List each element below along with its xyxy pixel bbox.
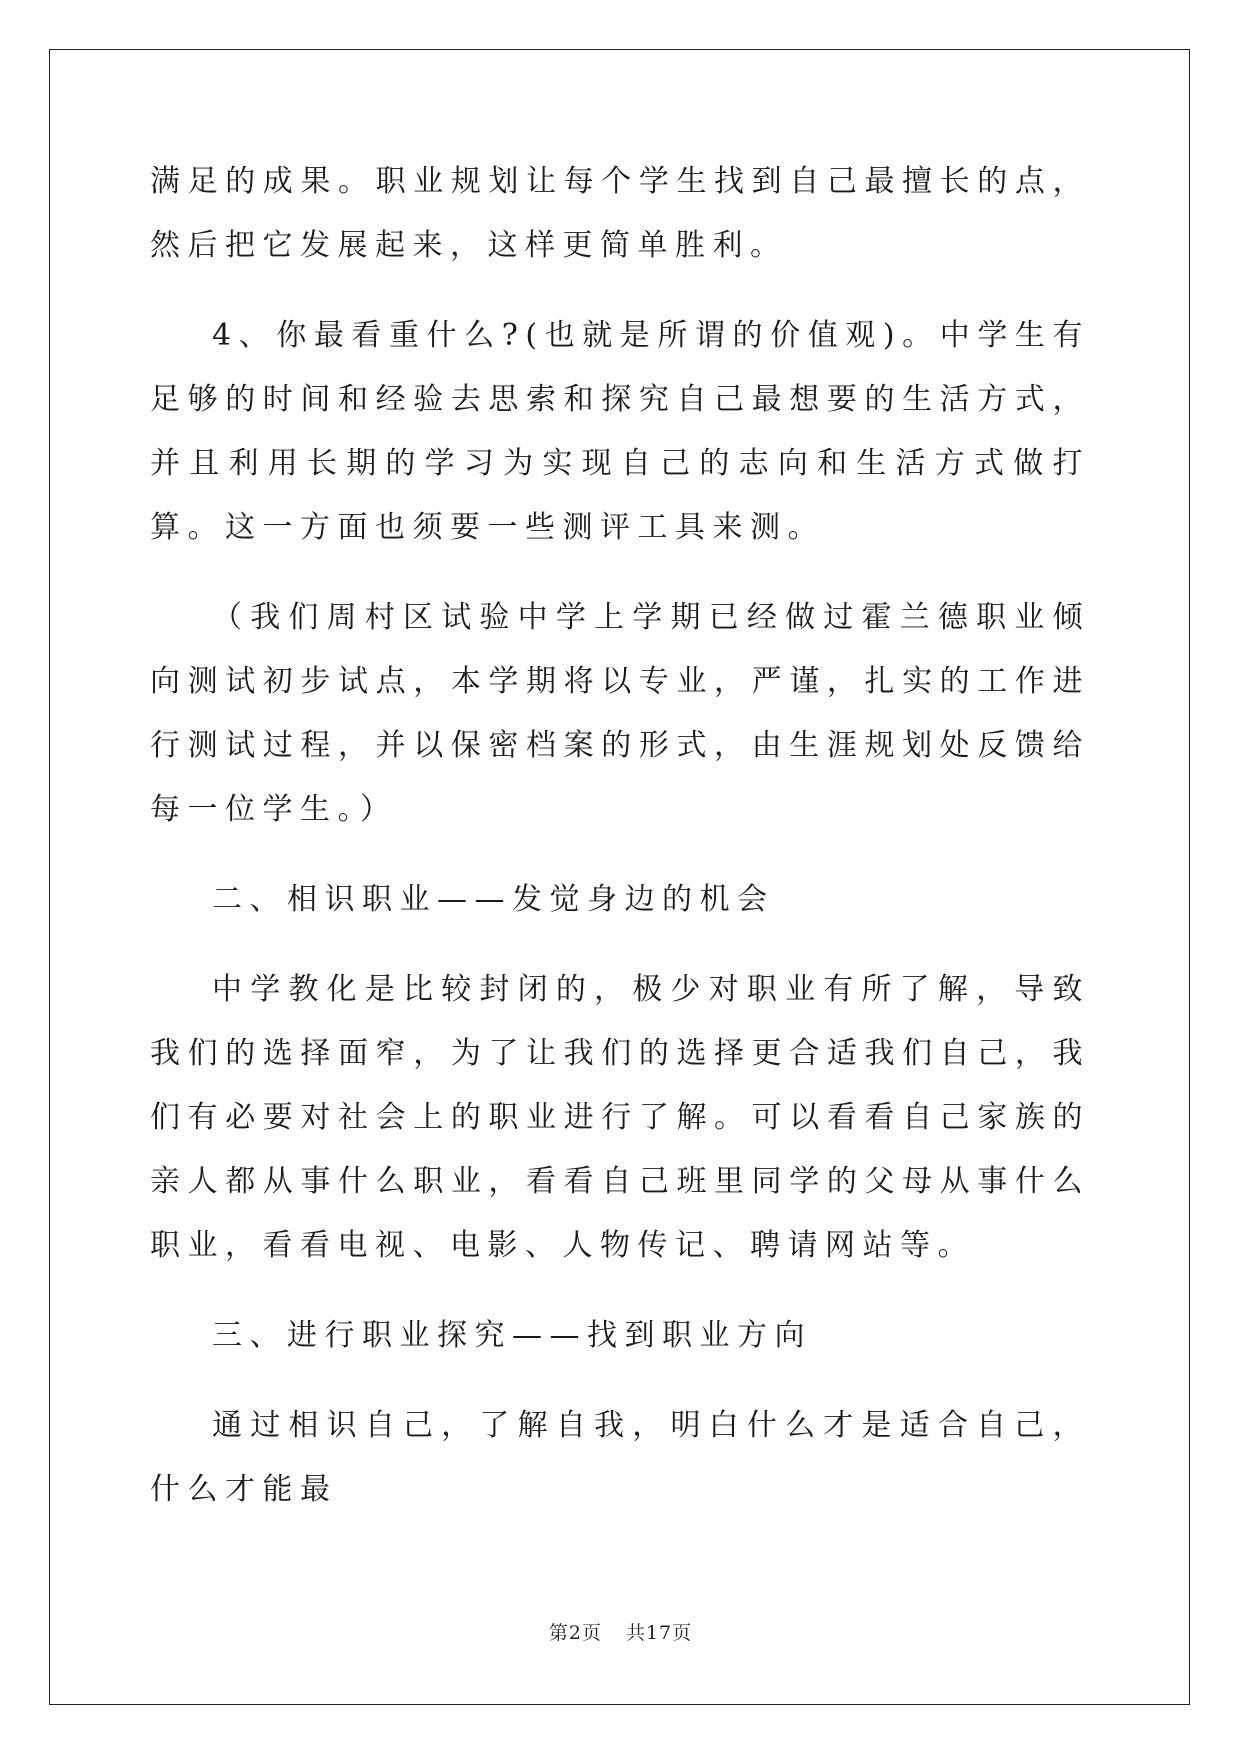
page-footer [0,1618,1241,1645]
page-number: 第2页 [548,1622,602,1644]
section-heading-3: 三、进行职业探究——找到职业方向 [212,1318,812,1353]
paragraph-5: 通过相识自己，了解自我，明白什么才是适合自己，什么才能最 [150,1408,1090,1507]
paragraph-3: （我们周村区试验中学上学期已经做过霍兰德职业倾向测试初步试点，本学期将以专业，严谨，扎实的工作进行测试过程，并以保密档案的形式，由生涯规划处反馈给每一位学生。） [150,600,1090,827]
section-heading-2: 二、相识职业——发觉身边的机会 [212,882,775,917]
paragraph-4: 中学教化是比较封闭的，极少对职业有所了解，导致我们的选择面窄，为了让我们的选择更合适我们自己，我们有必要对社会上的职业进行了解。可以看看自己家族的亲人都从事什么职业，看看自己班里同学的父母从事什么职业，看看电视、电影、人物传记、聘请网站等。 [150,972,1090,1263]
document-body [150,150,1090,1522]
paragraph-1: 满足的成果。职业规划让每个学生找到自己最擅长的点，然后把它发展起来，这样更简单胜利。 [150,164,1090,263]
paragraph-2: 4、你最看重什么?(也就是所谓的价值观)。中学生有足够的时间和经验去思索和探究自己最想要的生活方式，并且利用长期的学习为实现自己的志向和生活方式做打算。这一方面也须要一些测评工具来测。 [150,318,1090,545]
page-total: 共17页 [625,1622,693,1644]
